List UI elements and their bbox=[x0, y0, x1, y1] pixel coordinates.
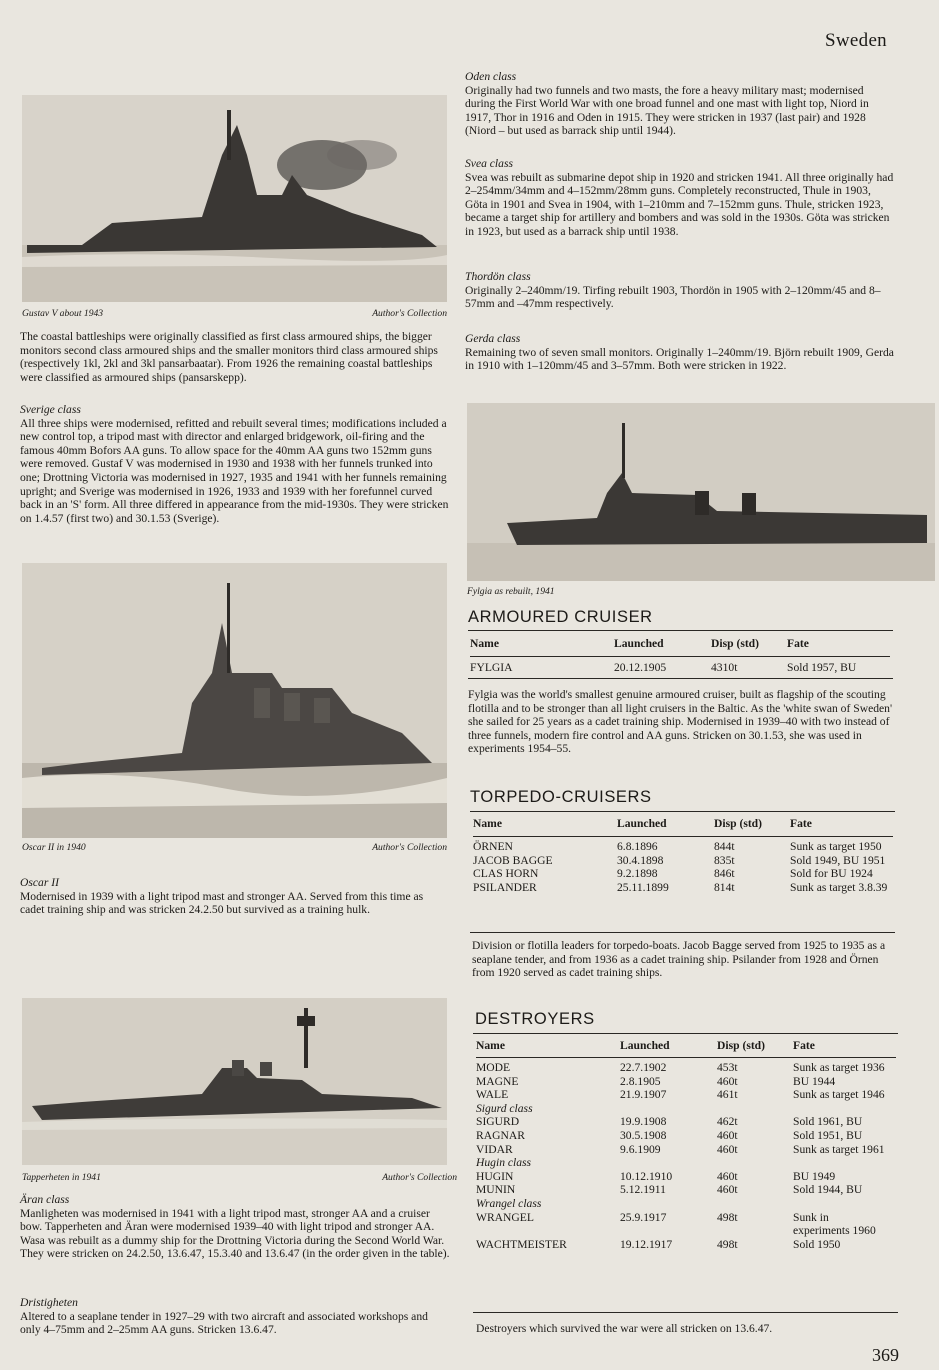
battleship-photo-graphic bbox=[22, 998, 447, 1165]
battleship-photo-graphic bbox=[22, 563, 447, 838]
thordon-class-title: Thordön class bbox=[465, 270, 531, 283]
table-row: CLAS HORN 9.2.1898 846t Sold for BU 1924 bbox=[473, 867, 873, 881]
col-disp: Disp (std) bbox=[714, 817, 762, 830]
col-name: Name bbox=[470, 637, 499, 650]
table-row: MAGNE 2.8.1905 460t BU 1944 bbox=[476, 1074, 836, 1088]
photo-credit: Author's Collection bbox=[382, 1172, 457, 1183]
photo-tapperheten bbox=[22, 998, 447, 1165]
photo-caption: Oscar II in 1940 bbox=[22, 842, 86, 853]
table-row: ÖRNEN 6.8.1896 844t Sunk as target 1950 bbox=[473, 840, 882, 853]
table-row: JACOB BAGGE 30.4.1898 835t Sold 1949, BU 1951 bbox=[473, 853, 886, 867]
class-subheading: Hugin class bbox=[476, 1156, 532, 1170]
intro-paragraph: The coastal battleships were originally classified as first class armoured ships, the bigger monitors second class armoured ships and the smaller monitors third class armoured ships (respectively 1kl, 2kl and 3kl pansarbaatar). From 1926 the remaining coastal battleships were classified as armoured ships (pansarskepp). bbox=[20, 330, 438, 384]
photo-credit: Author's Collection bbox=[372, 308, 447, 319]
gerda-class-text: Remaining two of seven small monitors. Originally 1–240mm/19. Björn rebuilt 1909, Gerda in 1910 with 1–120mm/45 and 3–57mm. Both were stricken in 1922. bbox=[465, 345, 894, 373]
col-disp: Disp (std) bbox=[717, 1039, 765, 1052]
aran-class-text: Manligheten was modernised in 1941 with a light tripod mast, stronger AA and a cruiser bow. Tapperheten and Äran were modernised 1939–40 with light tripod and stronger AA. Wasa was rebuilt as a dummy ship for the Drottning Victoria during the Second World War. They were stricken on 24.2.50, 13.6.47, 15.3.40 and 13.6.47 (in the order given in the table). bbox=[20, 1206, 450, 1261]
table-row: FYLGIA 20.12.1905 4310t Sold 1957, BU bbox=[470, 661, 857, 674]
table-row: RAGNAR 30.5.1908 460t Sold 1951, BU bbox=[476, 1128, 863, 1142]
table-row: SIGURD 19.9.1908 462t Sold 1961, BU bbox=[476, 1115, 863, 1129]
torpedo-cruisers-note: Division or flotilla leaders for torpedo-boats. Jacob Bagge served from 1925 to 1935 as a seaplane tender, and from 1936 as a cadet training ship. Psilander from 1928 and Örnen from 1920 served as cadet training ships. bbox=[472, 939, 886, 980]
col-launched: Launched bbox=[614, 637, 664, 650]
svea-class-text: Svea was rebuilt as submarine depot ship in 1920 and stricken 1941. All three originally had 2–254mm/34mm and 4–152mm/28mm guns. Completely reconstructed, Thule in 1903, Göta in 1901 and Svea in 1904, with 1–210mm and 7–152mm guns. Thule, stricken 1923, became a target ship for artillery and bombers and was sold in the 1930s. Göta was stricken in 1923, but used as a barrack ship until 1938. bbox=[465, 170, 894, 238]
class-subheading: Sigurd class bbox=[476, 1101, 533, 1115]
armoured-cruiser-note: Fylgia was the world's smallest genuine armoured cruiser, built as flagship of the scouting flotilla and to be stronger than all light cruisers in the Baltic. As the 'white swan of Sweden' she sailed for 25 years as a cadet training ship. Modernised in 1939–40 with two instead of three funnels, modern fire control and AA guns. Stricken on 30.1.53, she was used in experiments 1954–55. bbox=[468, 688, 893, 756]
photo-oscar-ii bbox=[22, 563, 447, 838]
table-row: HUGIN 10.12.1910 460t BU 1949 bbox=[476, 1169, 836, 1183]
table-row: WRANGEL 25.9.1917 498t Sunk in experiments 1960 bbox=[476, 1210, 876, 1238]
photo-fylgia bbox=[467, 403, 935, 581]
table-row: MODE 22.7.1902 453t Sunk as target 1936 bbox=[476, 1061, 885, 1074]
armoured-cruiser-heading: ARMOURED CRUISER bbox=[468, 608, 653, 626]
col-disp: Disp (std) bbox=[711, 637, 759, 650]
class-subheading: Wrangel class bbox=[476, 1196, 542, 1210]
page-number: 369 bbox=[872, 1345, 899, 1365]
gerda-class-title: Gerda class bbox=[465, 332, 521, 345]
destroyers-table-body bbox=[476, 1061, 896, 1251]
cruiser-photo-graphic bbox=[467, 403, 935, 581]
battleship-photo-graphic bbox=[22, 95, 447, 302]
photo-caption: Gustav V about 1943 bbox=[22, 308, 104, 319]
photo-credit: Author's Collection bbox=[372, 842, 447, 853]
table-row: WACHTMEISTER 19.12.1917 498t Sold 1950 bbox=[476, 1237, 841, 1251]
svea-class-title: Svea class bbox=[465, 157, 513, 170]
table-row: VIDAR 9.6.1909 460t Sunk as target 1961 bbox=[476, 1142, 885, 1156]
oden-class-title: Oden class bbox=[465, 70, 517, 83]
photo-gustav-v bbox=[22, 95, 447, 302]
col-fate: Fate bbox=[787, 637, 809, 650]
oscar-text: Modernised in 1939 with a light tripod mast and stronger AA. Served from this time as cadet training ship and was stricken 24.2.50 but survived as a training hulk. bbox=[20, 889, 424, 917]
col-fate: Fate bbox=[790, 817, 812, 830]
destroyers-table bbox=[476, 1039, 896, 1251]
aran-class-title: Äran class bbox=[20, 1193, 70, 1206]
destroyers-note: Destroyers which survived the war were all stricken on 13.6.47. bbox=[476, 1322, 773, 1335]
torpedo-cruisers-table bbox=[473, 817, 893, 894]
dristigheten-text: Altered to a seaplane tender in 1927–29 with two aircraft and associated workshops and only 4–75mm and 2–25mm AA guns. Stricken 13.6.47. bbox=[20, 1309, 428, 1337]
col-name: Name bbox=[473, 817, 502, 830]
photo-caption: Fylgia as rebuilt, 1941 bbox=[467, 586, 555, 597]
col-launched: Launched bbox=[620, 1039, 670, 1052]
sverige-class-text: All three ships were modernised, refitted and rebuilt several times; modifications included a new control top, a tripod mast with director and enlarged bridgework, oil-firing and the famous 40mm Bofors AA guns. To allow space for the 40mm AA guns two 152mm guns were removed. Gustaf V was modernised in 1930 and 1938 with her funnels trunked into one; Drottning Victoria was modernised in 1927, 1935 and 1941 with her funnels remaining upright; and Sverige was modernised in 1926, 1933 and 1939 with her forefunnel curved back in an 'S' form. All three differed in appearance from the mid-1930s. They were stricken on 1.4.57 (first two) and 30.1.53 (Sverige). bbox=[20, 416, 449, 525]
armoured-cruiser-table bbox=[470, 637, 890, 675]
oscar-title: Oscar II bbox=[20, 876, 59, 889]
col-name: Name bbox=[476, 1039, 505, 1052]
table-row: MUNIN 5.12.1911 460t Sold 1944, BU bbox=[476, 1183, 863, 1197]
table-row: WALE 21.9.1907 461t Sunk as target 1946 bbox=[476, 1088, 885, 1102]
page-header-country: Sweden bbox=[825, 30, 887, 51]
oden-class-text: Originally had two funnels and two masts, the fore a heavy military mast; modernised during the First World War with one broad funnel and one mast with light top, Niord in 1917, Thor in 1916 and Oden in 1915. They were stricken in 1937 (last pair) and 1928 (Niord – but used as barrack ship until 1944). bbox=[465, 83, 869, 138]
col-launched: Launched bbox=[617, 817, 667, 830]
dristigheten-title: Dristigheten bbox=[20, 1296, 78, 1309]
sverige-class-title: Sverige class bbox=[20, 403, 81, 416]
table-row: PSILANDER 25.11.1899 814t Sunk as target 3.8.39 bbox=[473, 880, 888, 894]
destroyers-heading: DESTROYERS bbox=[475, 1010, 595, 1028]
photo-caption: Tapperheten in 1941 bbox=[22, 1172, 101, 1183]
col-fate: Fate bbox=[793, 1039, 815, 1052]
thordon-class-text: Originally 2–240mm/19. Tirfing rebuilt 1903, Thordön in 1905 with 2–120mm/45 and 8–57mm and –47mm respectively. bbox=[465, 283, 881, 311]
torpedo-cruisers-heading: TORPEDO-CRUISERS bbox=[470, 788, 652, 806]
